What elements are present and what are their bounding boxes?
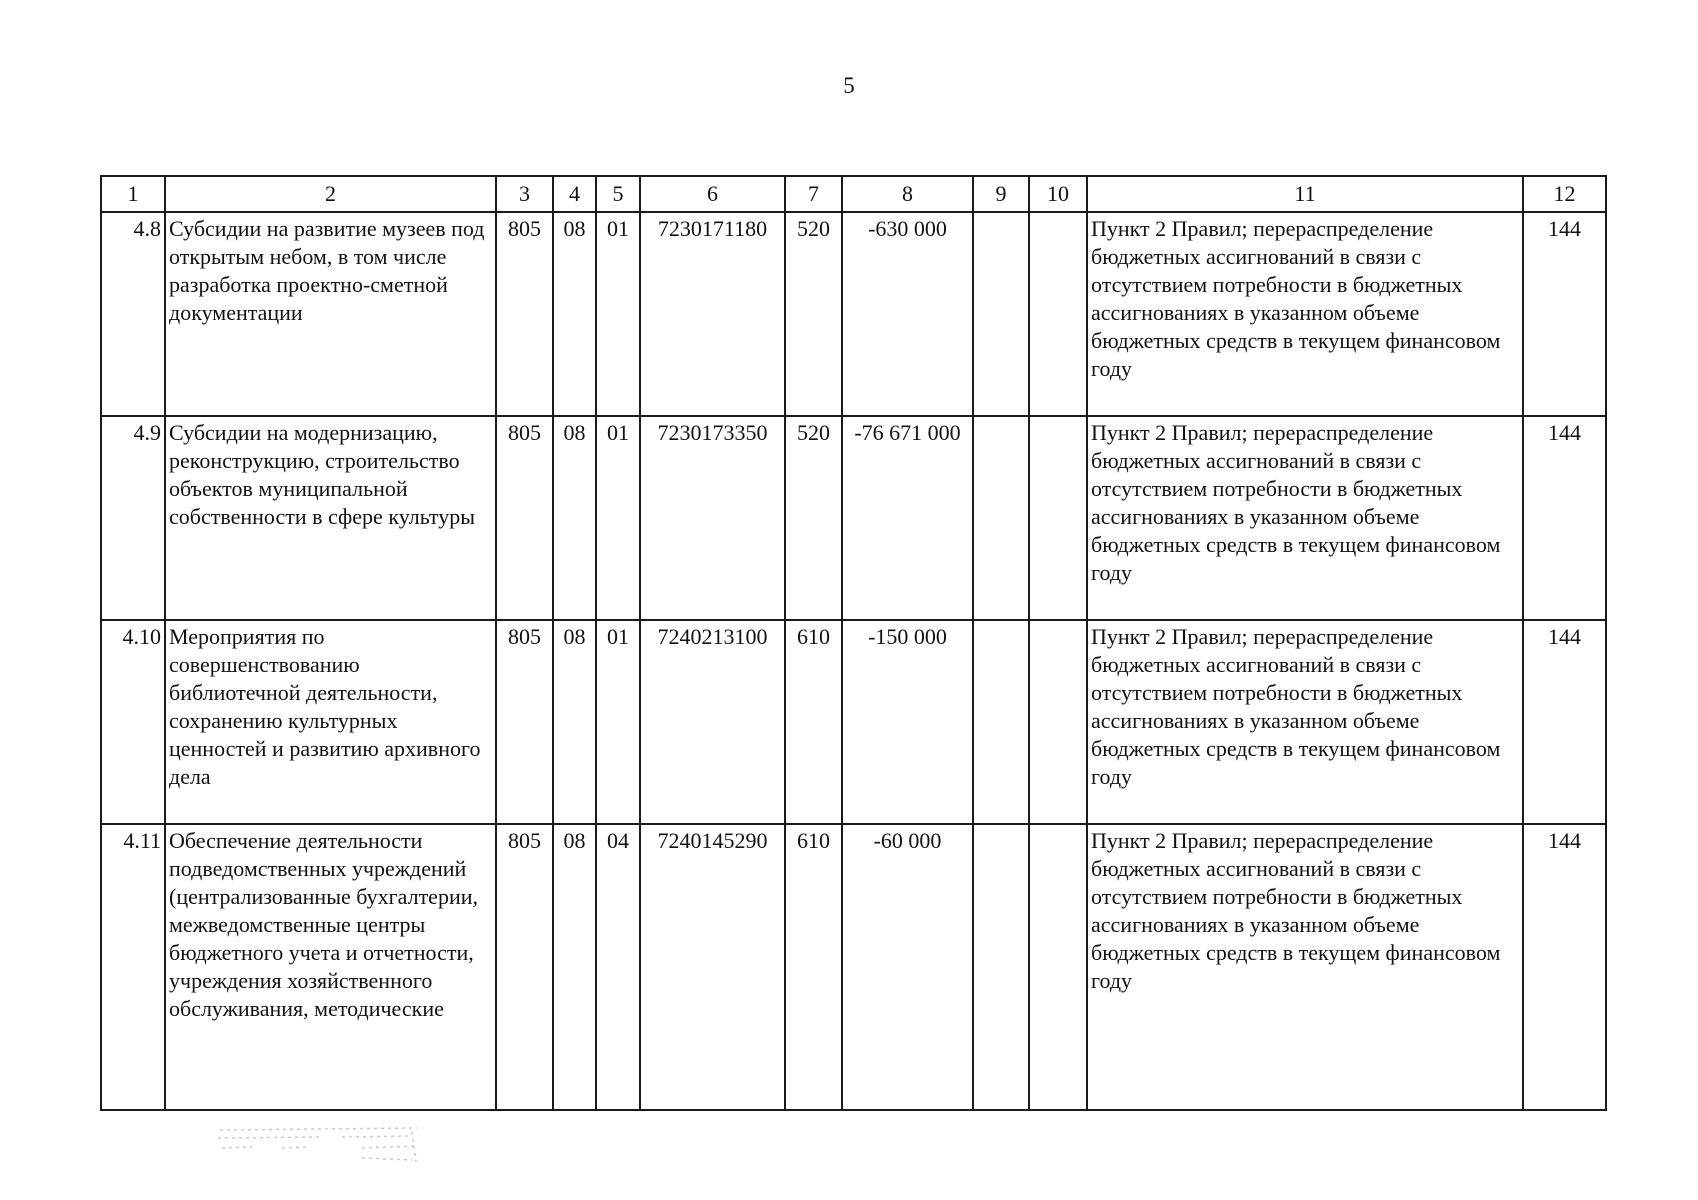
cell-ministry-code: 805 <box>496 620 553 824</box>
cell-expense-type: 520 <box>785 416 842 620</box>
row-name: Обеспечение деятельности подведомственных учреждений (централизованные бухгалтерии, межведомственные центры бюджетного учета и отчетности, учреждения хозяйственного обслуживания, методические <box>165 824 496 1110</box>
faded-stamp-mark <box>212 1122 427 1166</box>
table-row <box>101 620 1606 824</box>
cell-target-code: 7230173350 <box>640 416 785 620</box>
cell-basis: Пункт 2 Правил; перераспределение бюджетных ассигнований в связи с отсутствием потребности в бюджетных ассигнованиях в указанном объеме бюджетных средств в текущем финансовом году <box>1087 620 1523 824</box>
cell-amount: -76 671 000 <box>842 416 973 620</box>
cell-subsection-code: 01 <box>596 416 640 620</box>
cell-section-code: 08 <box>553 416 596 620</box>
cell-col10 <box>1029 212 1087 416</box>
table-row <box>101 824 1606 1110</box>
cell-col12: 144 <box>1523 620 1606 824</box>
cell-amount: -630 000 <box>842 212 973 416</box>
cell-col10 <box>1029 620 1087 824</box>
cell-basis: Пункт 2 Правил; перераспределение бюджетных ассигнований в связи с отсутствием потребности в бюджетных ассигнованиях в указанном объеме бюджетных средств в текущем финансовом году <box>1087 824 1523 1110</box>
cell-section-code: 08 <box>553 824 596 1110</box>
cell-target-code: 7240145290 <box>640 824 785 1110</box>
header-cell: 9 <box>973 176 1029 212</box>
row-number: 4.8 <box>101 212 165 416</box>
cell-expense-type: 610 <box>785 620 842 824</box>
header-cell: 11 <box>1087 176 1523 212</box>
cell-subsection-code: 04 <box>596 824 640 1110</box>
row-number: 4.11 <box>101 824 165 1110</box>
cell-basis: Пункт 2 Правил; перераспределение бюджетных ассигнований в связи с отсутствием потребности в бюджетных ассигнованиях в указанном объеме бюджетных средств в текущем финансовом году <box>1087 416 1523 620</box>
cell-col9 <box>973 416 1029 620</box>
cell-col12: 144 <box>1523 212 1606 416</box>
cell-subsection-code: 01 <box>596 620 640 824</box>
cell-col12: 144 <box>1523 824 1606 1110</box>
row-name: Субсидии на модернизацию, реконструкцию, строительство объектов муниципальной собственности в сфере культуры <box>165 416 496 620</box>
table-row <box>101 212 1606 416</box>
cell-col9 <box>973 212 1029 416</box>
cell-col9 <box>973 824 1029 1110</box>
row-number: 4.10 <box>101 620 165 824</box>
cell-ministry-code: 805 <box>496 416 553 620</box>
row-name: Субсидии на развитие музеев под открытым небом, в том числе разработка проектно-сметной документации <box>165 212 496 416</box>
cell-subsection-code: 01 <box>596 212 640 416</box>
cell-expense-type: 610 <box>785 824 842 1110</box>
cell-col10 <box>1029 416 1087 620</box>
header-cell: 10 <box>1029 176 1087 212</box>
cell-section-code: 08 <box>553 620 596 824</box>
table-row <box>101 416 1606 620</box>
header-cell: 4 <box>553 176 596 212</box>
cell-col9 <box>973 620 1029 824</box>
cell-amount: -150 000 <box>842 620 973 824</box>
header-cell: 7 <box>785 176 842 212</box>
row-number: 4.9 <box>101 416 165 620</box>
row-name: Мероприятия по совершенствованию библиотечной деятельности, сохранению культурных ценностей и развитию архивного дела <box>165 620 496 824</box>
cell-col12: 144 <box>1523 416 1606 620</box>
cell-basis: Пункт 2 Правил; перераспределение бюджетных ассигнований в связи с отсутствием потребности в бюджетных ассигнованиях в указанном объеме бюджетных средств в текущем финансовом году <box>1087 212 1523 416</box>
table-header-row <box>101 176 1606 212</box>
header-cell: 12 <box>1523 176 1606 212</box>
cell-col10 <box>1029 824 1087 1110</box>
header-cell: 8 <box>842 176 973 212</box>
budget-table <box>100 175 1607 1111</box>
cell-target-code: 7230171180 <box>640 212 785 416</box>
header-cell: 1 <box>101 176 165 212</box>
header-cell: 5 <box>596 176 640 212</box>
header-cell: 6 <box>640 176 785 212</box>
cell-ministry-code: 805 <box>496 824 553 1110</box>
cell-expense-type: 520 <box>785 212 842 416</box>
cell-section-code: 08 <box>553 212 596 416</box>
cell-ministry-code: 805 <box>496 212 553 416</box>
cell-target-code: 7240213100 <box>640 620 785 824</box>
cell-amount: -60 000 <box>842 824 973 1110</box>
header-cell: 2 <box>165 176 496 212</box>
page-number: 5 <box>843 73 855 98</box>
header-cell: 3 <box>496 176 553 212</box>
